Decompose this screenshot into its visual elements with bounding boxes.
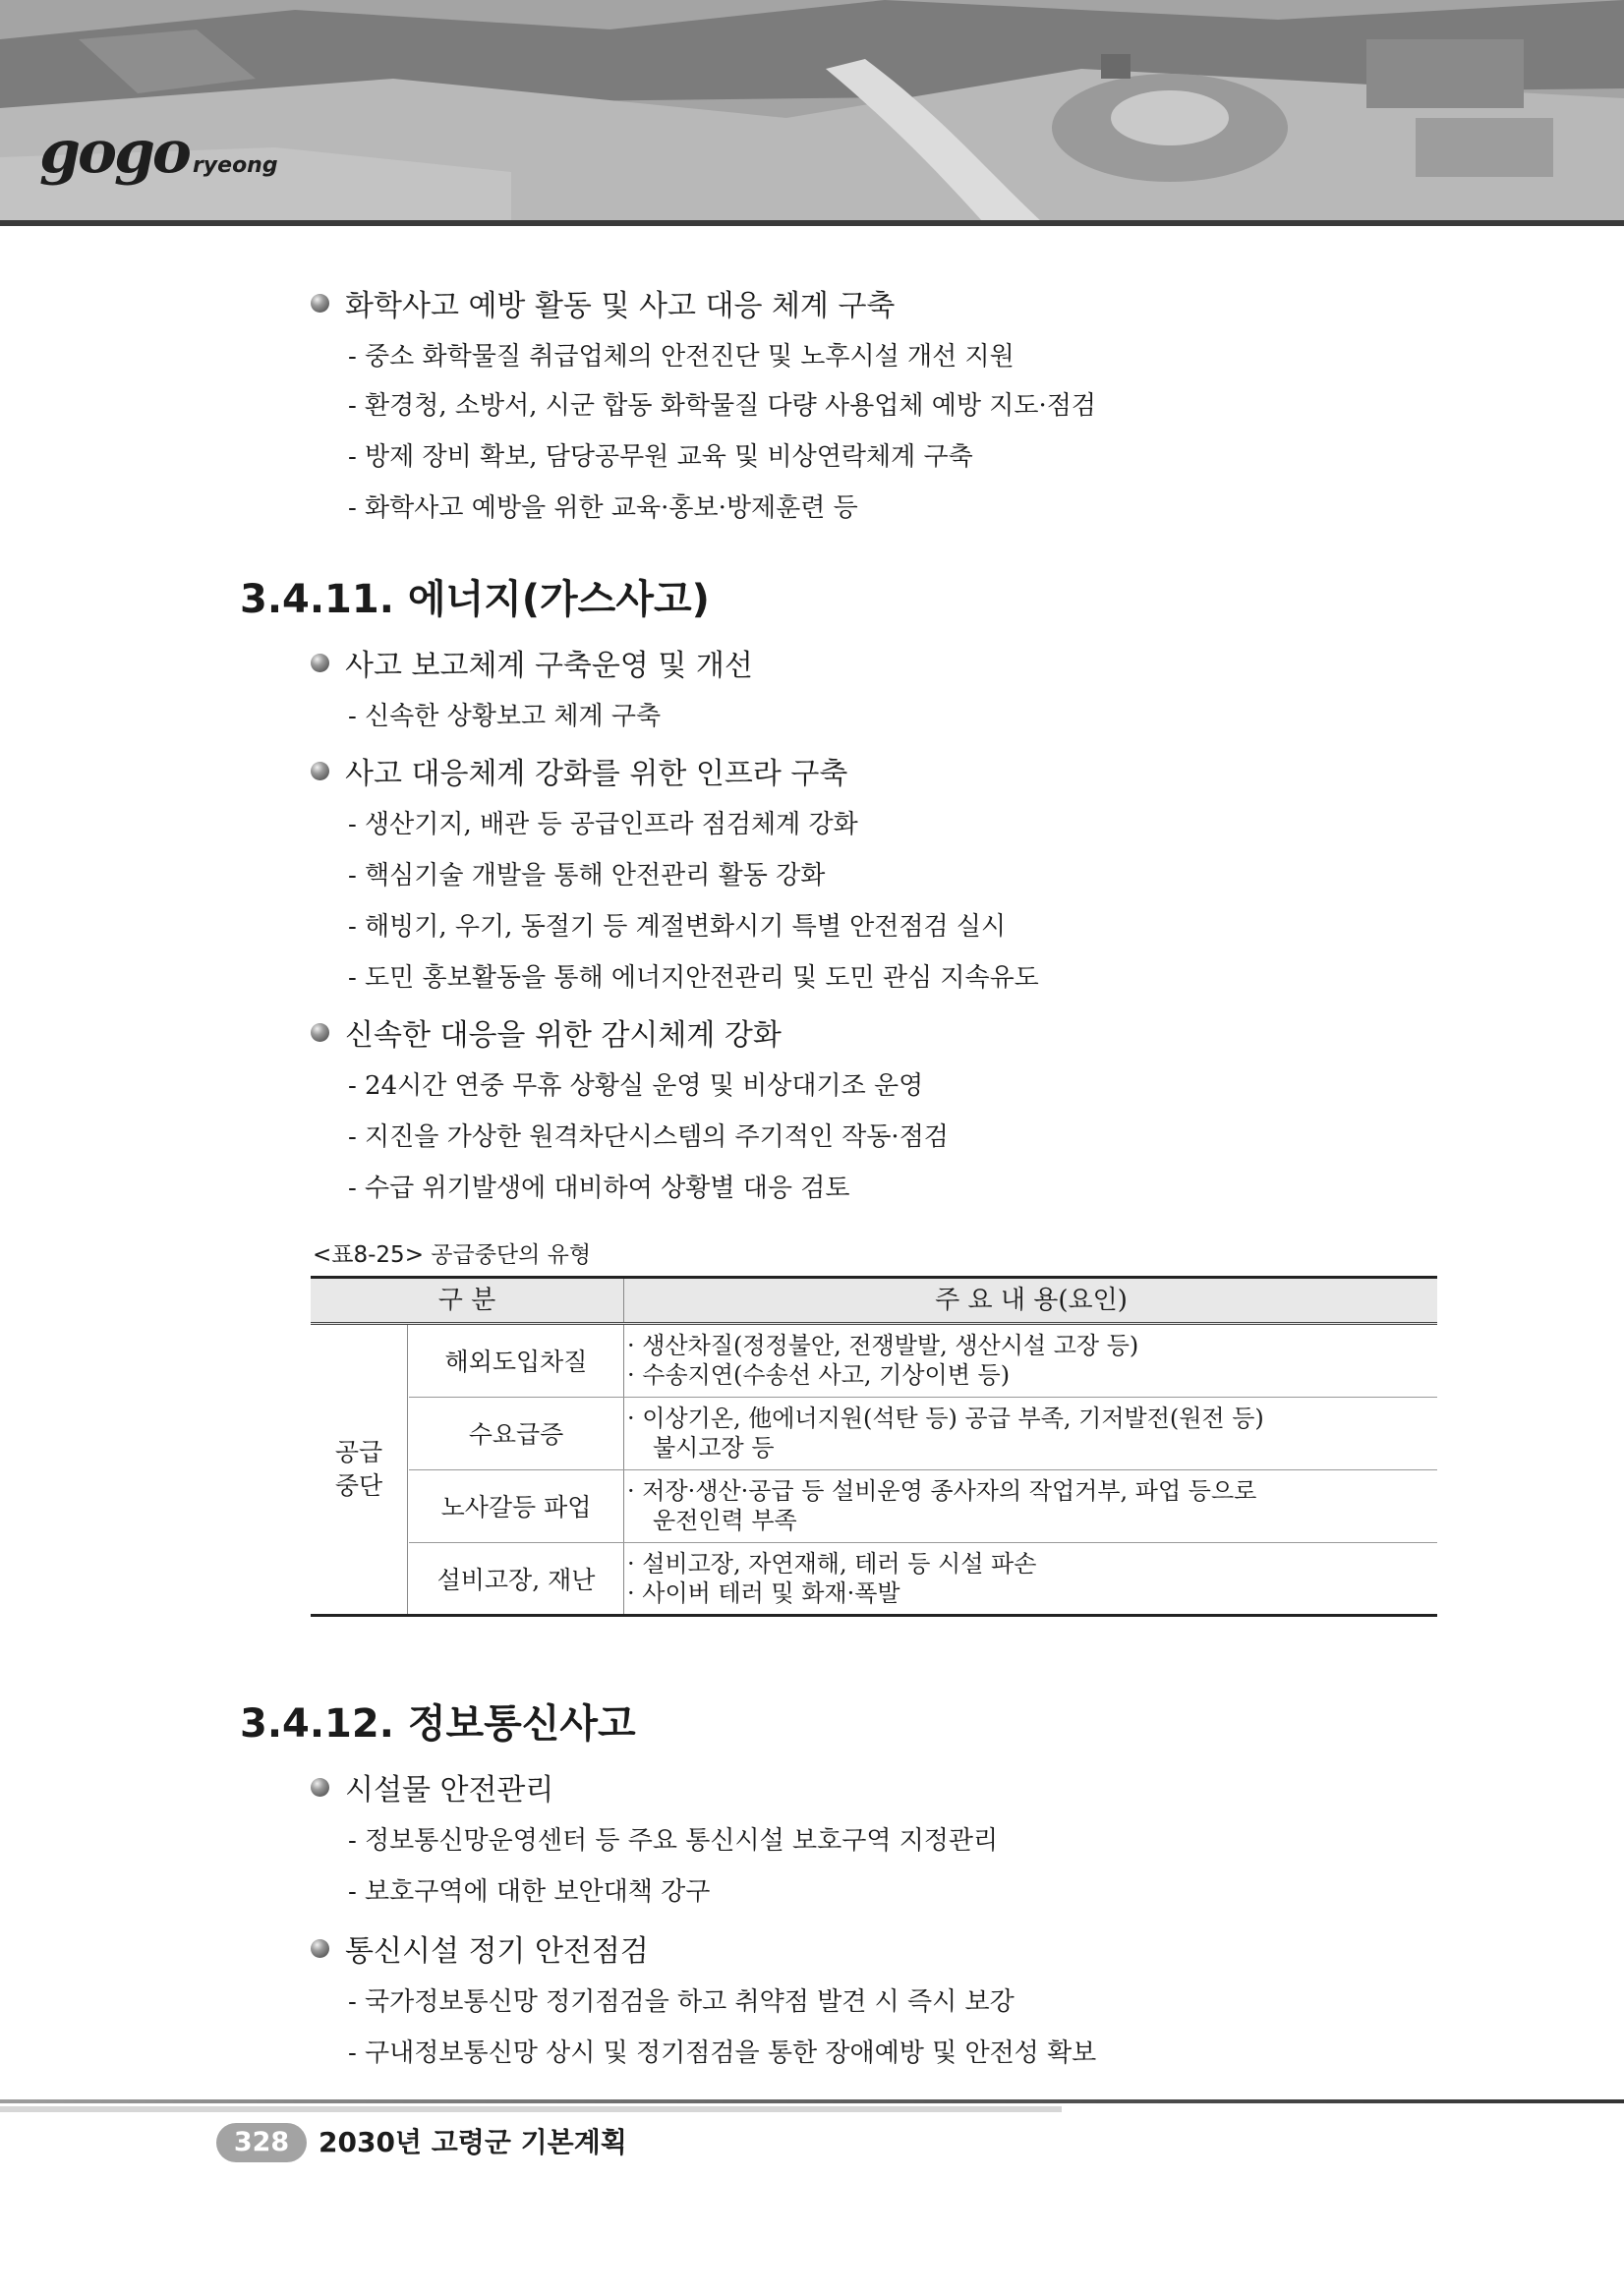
- bullet-heading: [311, 641, 753, 684]
- table-row-content: [627, 1470, 1433, 1541]
- list-item: - 구내정보통신망 상시 및 정기점검을 통한 장애예방 및 안전성 확보: [348, 2038, 1097, 2068]
- bullet-heading: [311, 1010, 782, 1054]
- banner-photo: [0, 0, 1624, 222]
- table-bottom-rule: [311, 1614, 1437, 1617]
- logo-subtext: ryeong: [192, 153, 278, 178]
- list-item: - 핵심기술 개발을 통해 안전관리 활동 강화: [348, 861, 826, 890]
- table-row-content: [627, 1325, 1433, 1396]
- section-title: 3.4.12. 정보통신사고: [240, 1701, 636, 1747]
- table-header-row: [311, 1276, 1437, 1325]
- gogo-logo: [39, 118, 278, 187]
- bullet-heading: [311, 281, 895, 324]
- content-line: 불시고장 등: [653, 1434, 775, 1462]
- footer-rule-shadow: [0, 2106, 1062, 2112]
- group-label: [311, 1325, 407, 1614]
- list-item: - 생산기지, 배관 등 공급인프라 점검체계 강화: [348, 810, 858, 839]
- bullet-text: 신속한 대응을 위한 감시체계 강화: [345, 1018, 782, 1053]
- banner-divider: [0, 220, 1624, 226]
- content-line: 운전인력 부족: [653, 1507, 797, 1534]
- bullet-icon: [311, 762, 329, 780]
- list-item: - 방제 장비 확보, 담당공무원 교육 및 비상연락체계 구축: [348, 442, 973, 472]
- bullet-heading: [311, 1926, 649, 1970]
- bullet-icon: [311, 654, 329, 672]
- table-caption: <표8-25> 공급중단의 유형: [313, 1242, 592, 1268]
- list-item: - 환경청, 소방서, 시군 합동 화학물질 다량 사용업체 예방 지도·점검: [348, 391, 1096, 421]
- page-number: 328: [216, 2123, 307, 2162]
- list-item: - 도민 홍보활동을 통해 에너지안전관리 및 도민 관심 지속유도: [348, 963, 1039, 993]
- header-category: 구 분: [437, 1286, 496, 1315]
- list-item: - 신속한 상황보고 체계 구축: [348, 702, 662, 731]
- bullet-heading: [311, 749, 847, 792]
- table-row-category: 노사갈등 파업: [440, 1493, 592, 1521]
- list-item: - 수급 위기발생에 대비하여 상황별 대응 검토: [348, 1174, 850, 1203]
- bullet-text: 통신시설 정기 안전점검: [345, 1934, 649, 1969]
- header-content: 주 요 내 용(요인): [935, 1286, 1128, 1315]
- table-row-category: 수요급증: [468, 1420, 564, 1449]
- list-item: - 해빙기, 우기, 동절기 등 계절변화시기 특별 안전점검 실시: [348, 912, 1007, 942]
- bullet-icon: [311, 1023, 329, 1042]
- section-title: 3.4.11. 에너지(가스사고): [240, 577, 710, 622]
- supply-interruption-table: [311, 1276, 1437, 1618]
- header-banner: [0, 0, 1624, 222]
- list-item: - 정보통신망운영센터 등 주요 통신시설 보호구역 지정관리: [348, 1826, 999, 1856]
- list-item: - 지진을 가상한 원격차단시스템의 주기적인 작동·점검: [348, 1122, 949, 1152]
- content-line: · 사이버 테러 및 화재·폭발: [627, 1579, 900, 1607]
- list-item: - 화학사고 예방을 위한 교육·홍보·방제훈련 등: [348, 493, 858, 523]
- table-row-content: [627, 1543, 1433, 1614]
- table-row-category: 해외도입차질: [444, 1348, 588, 1376]
- list-item: - 국가정보통신망 정기점검을 하고 취약점 발견 시 즉시 보강: [348, 1987, 1015, 2017]
- group-label-text: 공급 중단: [334, 1438, 383, 1500]
- bullet-text: 사고 대응체계 강화를 위한 인프라 구축: [345, 757, 848, 791]
- list-item: - 24시간 연중 무휴 상황실 운영 및 비상대기조 운영: [348, 1071, 924, 1101]
- table-row-content: [627, 1398, 1433, 1468]
- table-row-category: 설비고장, 재난: [436, 1566, 596, 1594]
- content-line: · 수송지연(수송선 사고, 기상이변 등): [627, 1361, 1011, 1389]
- bullet-text: 화학사고 예방 활동 및 사고 대응 체계 구축: [345, 289, 896, 323]
- bullet-text: 시설물 안전관리: [345, 1773, 554, 1808]
- column-divider: [407, 1325, 408, 1614]
- content-line: · 저장·생산·공급 등 설비운영 종사자의 작업거부, 파업 등으로: [627, 1477, 1257, 1505]
- footer-rule: [0, 2099, 1624, 2103]
- bullet-text: 사고 보고체계 구축운영 및 개선: [345, 649, 753, 683]
- footer-title: 2030년 고령군 기본계획: [319, 2126, 627, 2158]
- bullet-icon: [311, 294, 329, 313]
- logo-text: gogo: [39, 118, 189, 187]
- list-item: - 중소 화학물질 취급업체의 안전진단 및 노후시설 개선 지원: [348, 342, 1015, 372]
- content-line: · 이상기온, 他에너지원(석탄 등) 공급 부족, 기저발전(원전 등): [627, 1405, 1264, 1432]
- bullet-icon: [311, 1939, 329, 1958]
- header-divider: [623, 1279, 624, 1322]
- content-line: · 생산차질(정정불안, 전쟁발발, 생산시설 고장 등): [627, 1332, 1139, 1359]
- bullet-icon: [311, 1778, 329, 1797]
- bullet-heading: [311, 1765, 553, 1808]
- list-item: - 보호구역에 대한 보안대책 강구: [348, 1877, 711, 1907]
- content-line: · 설비고장, 자연재해, 테러 등 시설 파손: [627, 1550, 1037, 1578]
